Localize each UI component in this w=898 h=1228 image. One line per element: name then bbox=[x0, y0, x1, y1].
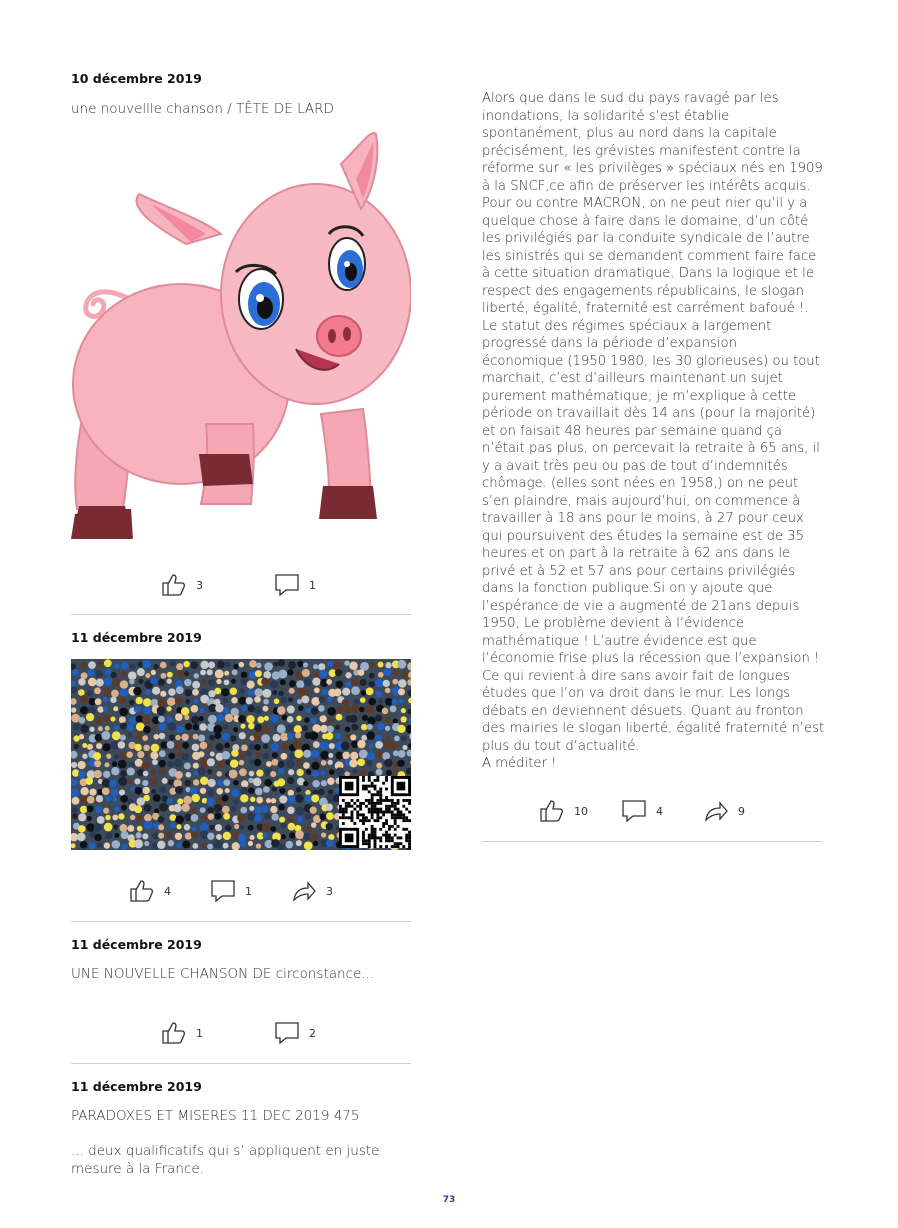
article-line: y a avait très peu ou pas de tout d’indemnités bbox=[482, 458, 788, 474]
article-line: travailler à 18 ans pour le moins, à 27 pour ceux bbox=[482, 511, 804, 526]
article-line: heures et on part à la retraite à 62 ans dans le bbox=[482, 546, 791, 561]
article-line: progressé dans la période d’expansion bbox=[482, 336, 737, 351]
article-line: spontanément, plus au nord dans la capitale bbox=[482, 126, 777, 141]
article-line: l’économie frise plus la récession que l’expansion ! bbox=[482, 651, 820, 666]
article-line: à la SNCF,ce afin de préserver les intérêts acquis. bbox=[482, 178, 811, 194]
comment-count: 4 bbox=[656, 804, 663, 818]
article-line: les sinistrés qui se demandent comment faire face bbox=[482, 248, 817, 264]
comment-button[interactable] bbox=[273, 1018, 316, 1048]
like-button[interactable] bbox=[538, 796, 588, 826]
article-line: précisément, les grévistes manifestent contre la bbox=[482, 143, 801, 159]
comment-count: 2 bbox=[309, 1026, 316, 1040]
article-line: quelque chose à faire dans le domaine, d’un côté bbox=[482, 213, 809, 229]
like-count: 1 bbox=[196, 1026, 203, 1040]
article-line: A méditer ! bbox=[482, 756, 557, 771]
article-line: économique (1950 1980, les 30 glorieuses) ou tout bbox=[482, 353, 820, 369]
comment-icon bbox=[209, 877, 237, 905]
post-date: 11 décembre 2019 bbox=[71, 630, 202, 645]
article-line: Ce qui revient à dire sans avoir fait de longues bbox=[482, 668, 790, 684]
qr-code bbox=[339, 776, 411, 848]
comment-button[interactable] bbox=[209, 876, 252, 906]
like-button[interactable] bbox=[160, 570, 203, 600]
comment-icon bbox=[620, 797, 648, 825]
comment-button[interactable] bbox=[620, 796, 663, 826]
article-line: mathématique ! L’autre évidence est que bbox=[482, 633, 757, 649]
share-arrow-icon bbox=[290, 877, 318, 905]
like-count: 10 bbox=[574, 804, 588, 818]
post-title: PARADOXES ET MISERES 11 DEC 2019 475 bbox=[71, 1108, 360, 1124]
share-count: 3 bbox=[326, 884, 333, 898]
article-line: plus du tout d’actualité. bbox=[482, 738, 640, 754]
comment-icon bbox=[273, 571, 301, 599]
thumbs-up-icon bbox=[160, 1019, 188, 1047]
article-line: Alors que dans le sud du pays ravagé par les bbox=[482, 91, 779, 106]
article-body bbox=[482, 90, 827, 773]
page-number: 73 bbox=[442, 1195, 456, 1205]
article-line: inondations, la solidarité s’est établie bbox=[482, 108, 730, 124]
like-button[interactable] bbox=[128, 876, 171, 906]
article-line: 1950, Le problème devient à l’évidence bbox=[482, 616, 744, 631]
article-line: période on travaillait dès 14 ans (pour la majorité) bbox=[482, 406, 816, 421]
article-line: et on faisait 48 heures par semaine quand ça bbox=[482, 423, 782, 439]
divider bbox=[71, 614, 411, 615]
article-line: des mairies le slogan liberté, égalité fraternité n’est bbox=[482, 721, 825, 736]
article-line: réforme sur « les privilèges » spéciaux nés en 1909 bbox=[482, 161, 823, 176]
article-reactions bbox=[538, 796, 798, 826]
divider bbox=[71, 1063, 411, 1064]
post-reactions bbox=[160, 570, 360, 600]
article-line: l’espérance de vie a augmenté de 21ans depuis bbox=[482, 598, 800, 614]
like-count: 4 bbox=[164, 884, 171, 898]
post-text: ... deux qualificatifs qui s’ appliquent en juste mesure à la France. bbox=[71, 1143, 380, 1177]
divider bbox=[71, 921, 411, 922]
article-line: débats en deviennent désuets. Quant au fronton bbox=[482, 703, 804, 719]
article-line: Pour ou contre MACRON, on ne peut nier qu’il y a bbox=[482, 196, 808, 211]
article-line: dans la fonction publique.Si on y ajoute que bbox=[482, 581, 773, 596]
article-line: liberté, égalité, fraternité est carrément bafoué !. bbox=[482, 301, 809, 316]
article-line: chômage. (elles sont nées en 1958,) on ne peut bbox=[482, 476, 799, 491]
article-line: études que l’on va droit dans le mur. Les longs bbox=[482, 686, 791, 701]
post-reactions bbox=[160, 1018, 360, 1048]
article-line: s’en plaindre, mais aujourd’hui, on commence à bbox=[482, 493, 801, 509]
post-date: 11 décembre 2019 bbox=[71, 1079, 202, 1094]
pig-illustration bbox=[71, 124, 411, 544]
thumbs-up-icon bbox=[538, 797, 566, 825]
post-reactions bbox=[128, 876, 368, 906]
crowd-photo bbox=[71, 659, 411, 850]
article-line: marchait, c’est d’ailleurs maintenant un sujet bbox=[482, 371, 783, 386]
comment-button[interactable] bbox=[273, 570, 316, 600]
article-line: les privilégiés par la conduite syndicale de l’autre bbox=[482, 231, 810, 246]
thumbs-up-icon bbox=[160, 571, 188, 599]
article-line: privé et à 52 et 57 ans pour certains privilégiés bbox=[482, 563, 796, 579]
like-button[interactable] bbox=[160, 1018, 203, 1048]
share-button[interactable] bbox=[702, 796, 745, 826]
share-arrow-icon bbox=[702, 797, 730, 825]
article-line: n’était pas plus, on percevait la retraite à 65 ans, il bbox=[482, 441, 820, 456]
share-button[interactable] bbox=[290, 876, 333, 906]
article-line: Le statut des régimes spéciaux a largement bbox=[482, 318, 772, 334]
divider bbox=[482, 841, 822, 842]
article-line: à cette situation dramatique. Dans la logique et le bbox=[482, 266, 814, 281]
comment-count: 1 bbox=[245, 884, 252, 898]
comment-icon bbox=[273, 1019, 301, 1047]
post-date: 11 décembre 2019 bbox=[71, 937, 202, 952]
comment-count: 1 bbox=[309, 578, 316, 592]
article-line: purement mathématique; je m’explique à cette bbox=[482, 388, 796, 404]
article-line: respect des engagements républicains, le slogan bbox=[482, 283, 805, 299]
like-count: 3 bbox=[196, 578, 203, 592]
thumbs-up-icon bbox=[128, 877, 156, 905]
share-count: 9 bbox=[738, 804, 745, 818]
post-date: 10 décembre 2019 bbox=[71, 71, 202, 86]
post-text: une nouvellle chanson / TÊTE DE LARD bbox=[71, 101, 334, 117]
article-line: qui poursuivent des études la semaine est de 35 bbox=[482, 528, 805, 544]
post-text: UNE NOUVELLE CHANSON DE circonstance... bbox=[71, 966, 375, 982]
